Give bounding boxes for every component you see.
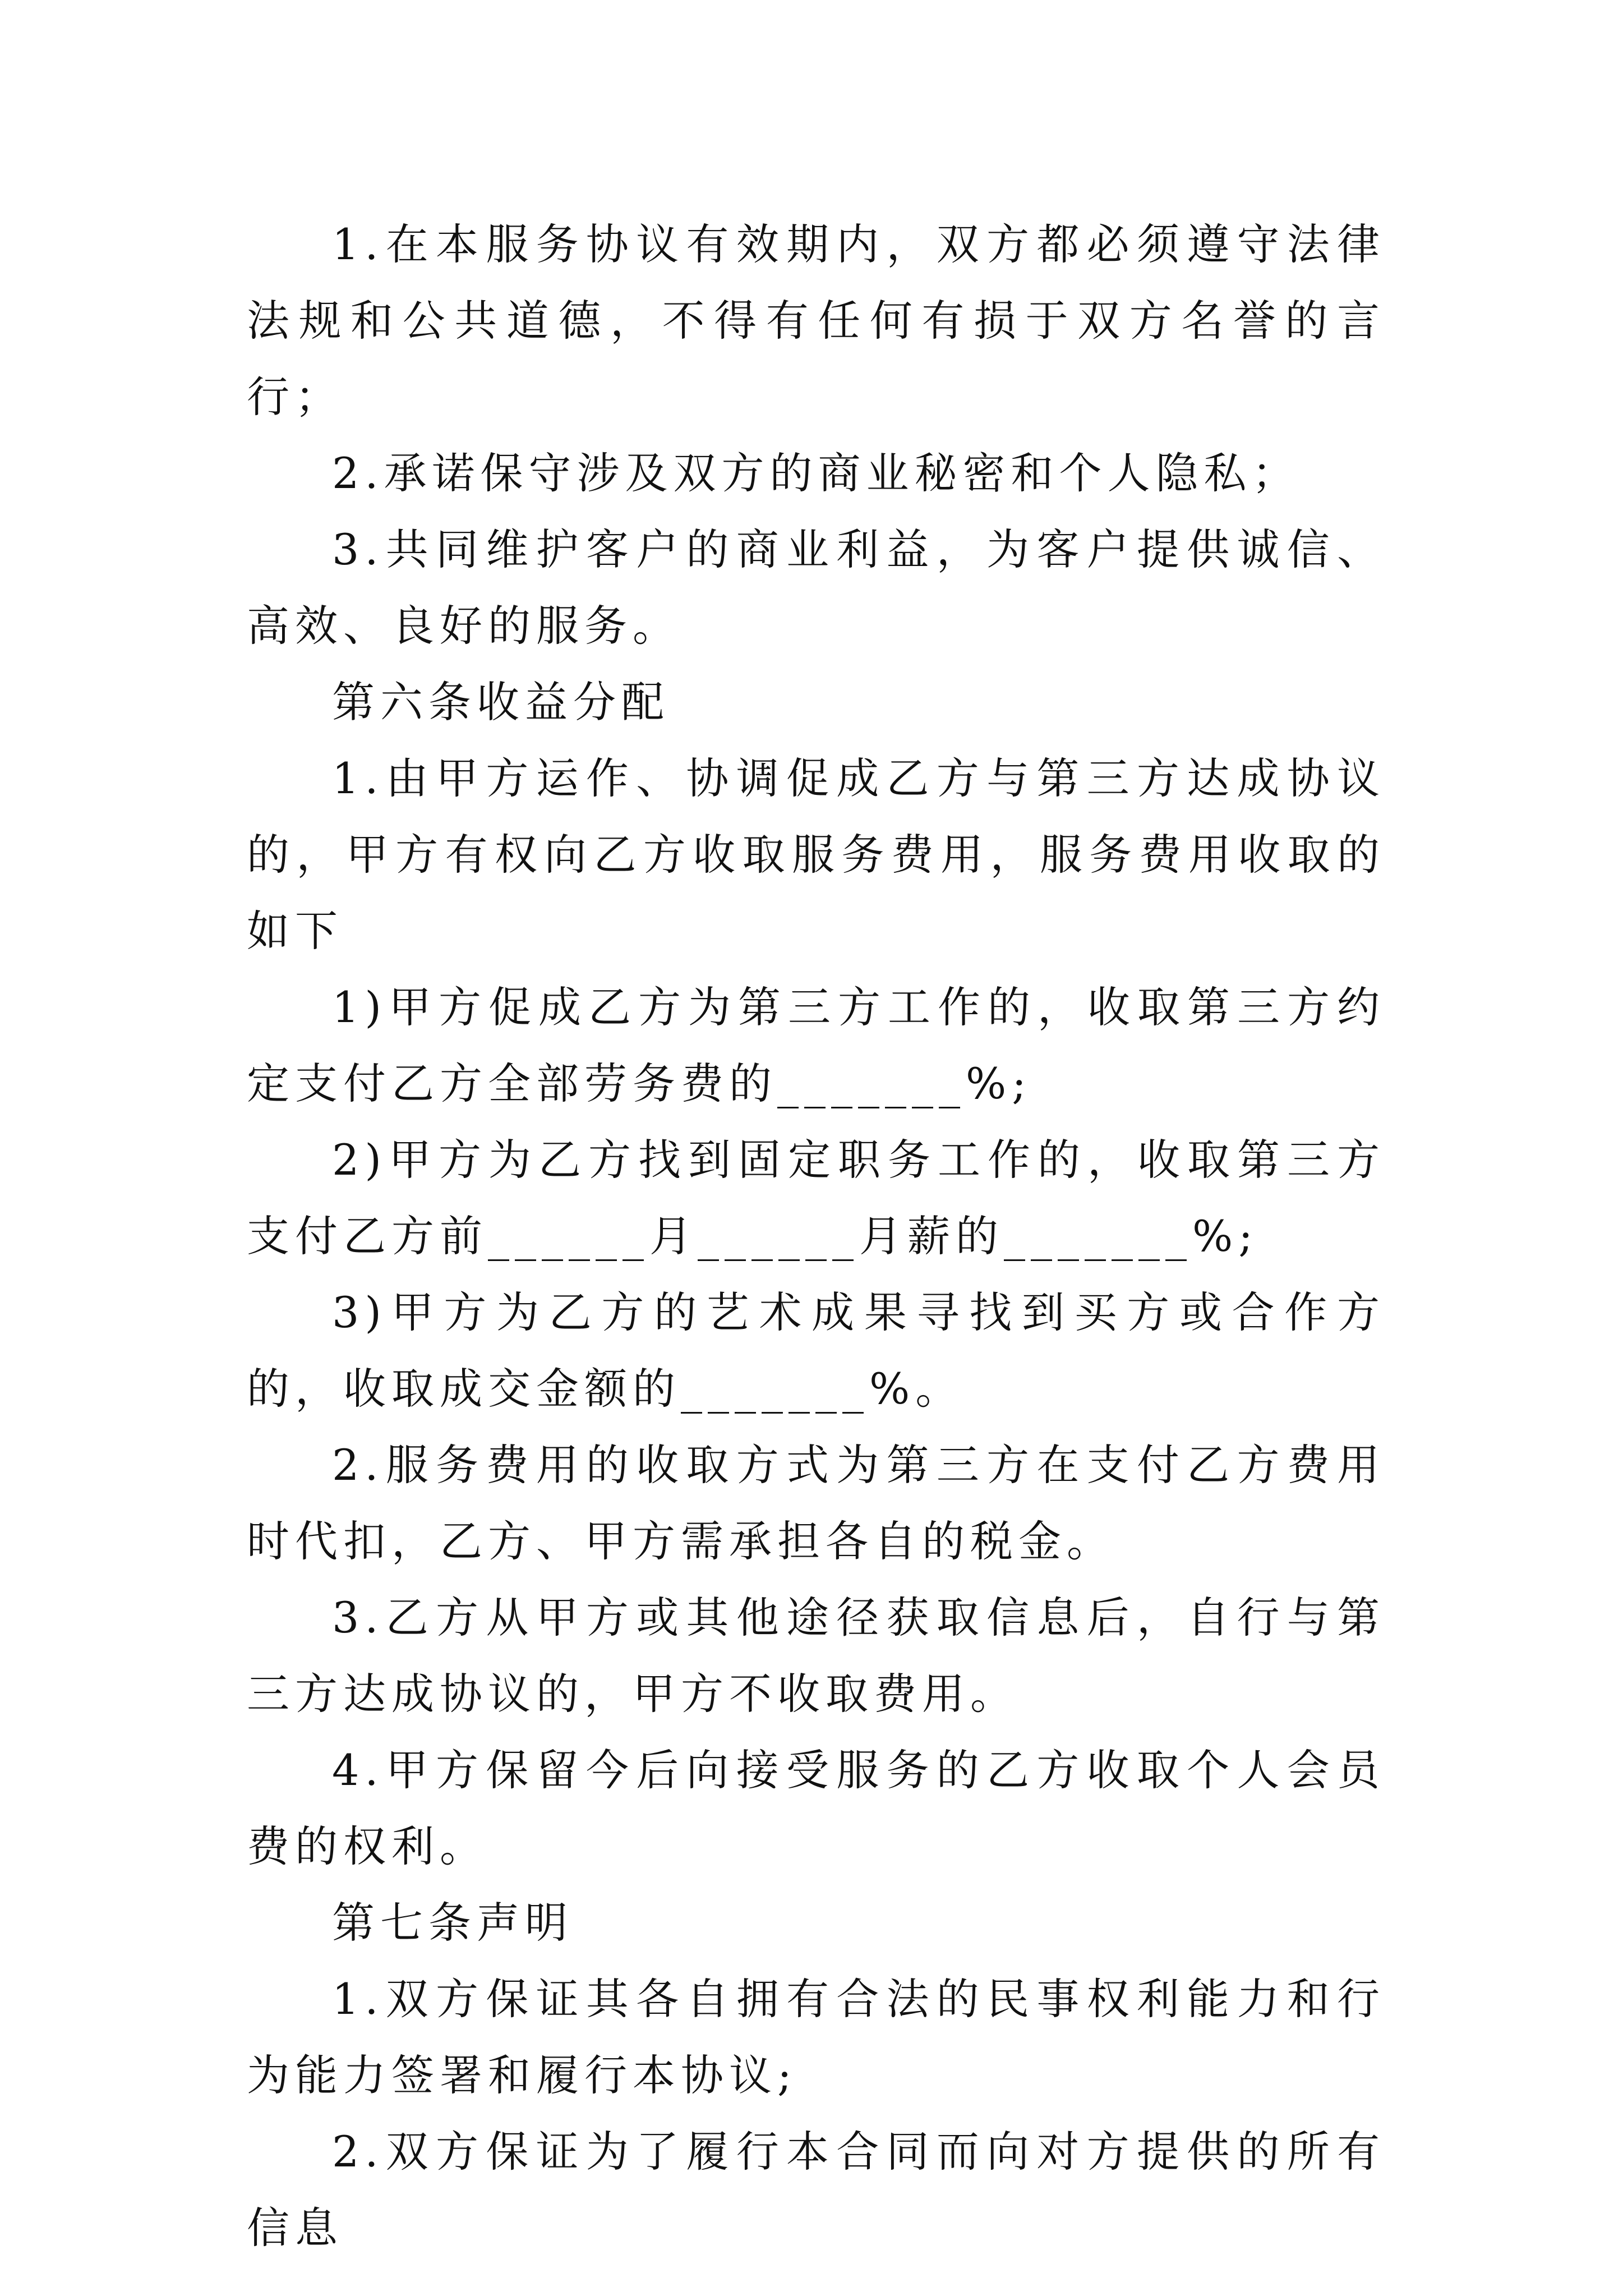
- clause-1-conduct: 1.在本服务协议有效期内，双方都必须遵守法律法规和公共道德，不得有任何有损于双方名誉的言行；: [247, 219, 1385, 422]
- article-6-item-1: 1.由甲方运作、协调促成乙方与第三方达成协议的，甲方有权向乙方收取服务费用，服务费用收取的如下: [247, 753, 1385, 956]
- article-6-item-4: 4.甲方保留今后向接受服务的乙方收取个人会员费的权利。: [247, 1745, 1385, 1871]
- article-7-item-1: 1.双方保证其各自拥有合法的民事权利能力和行为能力签署和履行本协议;: [247, 1974, 1385, 2100]
- clause-2-confidentiality: 2.承诺保守涉及双方的商业秘密和个人隐私；: [332, 448, 1301, 498]
- section-heading-article-6: 第六条收益分配: [332, 677, 670, 727]
- article-6-subitem-1: 1)甲方促成乙方为第三方工作的，收取第三方约定支付乙方全部劳务费的_______%;: [247, 982, 1385, 1108]
- article-6-subitem-3: 3)甲方为乙方的艺术成果寻找到买方或合作方的，收取成交金额的_______%。: [247, 1287, 1385, 1414]
- article-7-item-2: 2.双方保证为了履行本合同而向对方提供的所有信息: [247, 2127, 1385, 2253]
- section-heading-article-7: 第七条声明: [332, 1898, 573, 1948]
- clause-3-client-interest: 3.共同维护客户的商业利益，为客户提供诚信、高效、良好的服务。: [247, 524, 1385, 651]
- article-6-item-2: 2.服务费用的收取方式为第三方在支付乙方费用时代扣，乙方、甲方需承担各自的税金。: [247, 1440, 1385, 1566]
- document-body: [247, 206, 1385, 2266]
- article-6-subitem-2: 2)甲方为乙方找到固定职务工作的，收取第三方支付乙方前______月______月薪的_______%;: [247, 1135, 1385, 1261]
- article-6-item-3: 3.乙方从甲方或其他途径获取信息后，自行与第三方达成协议的，甲方不收取费用。: [247, 1593, 1385, 1719]
